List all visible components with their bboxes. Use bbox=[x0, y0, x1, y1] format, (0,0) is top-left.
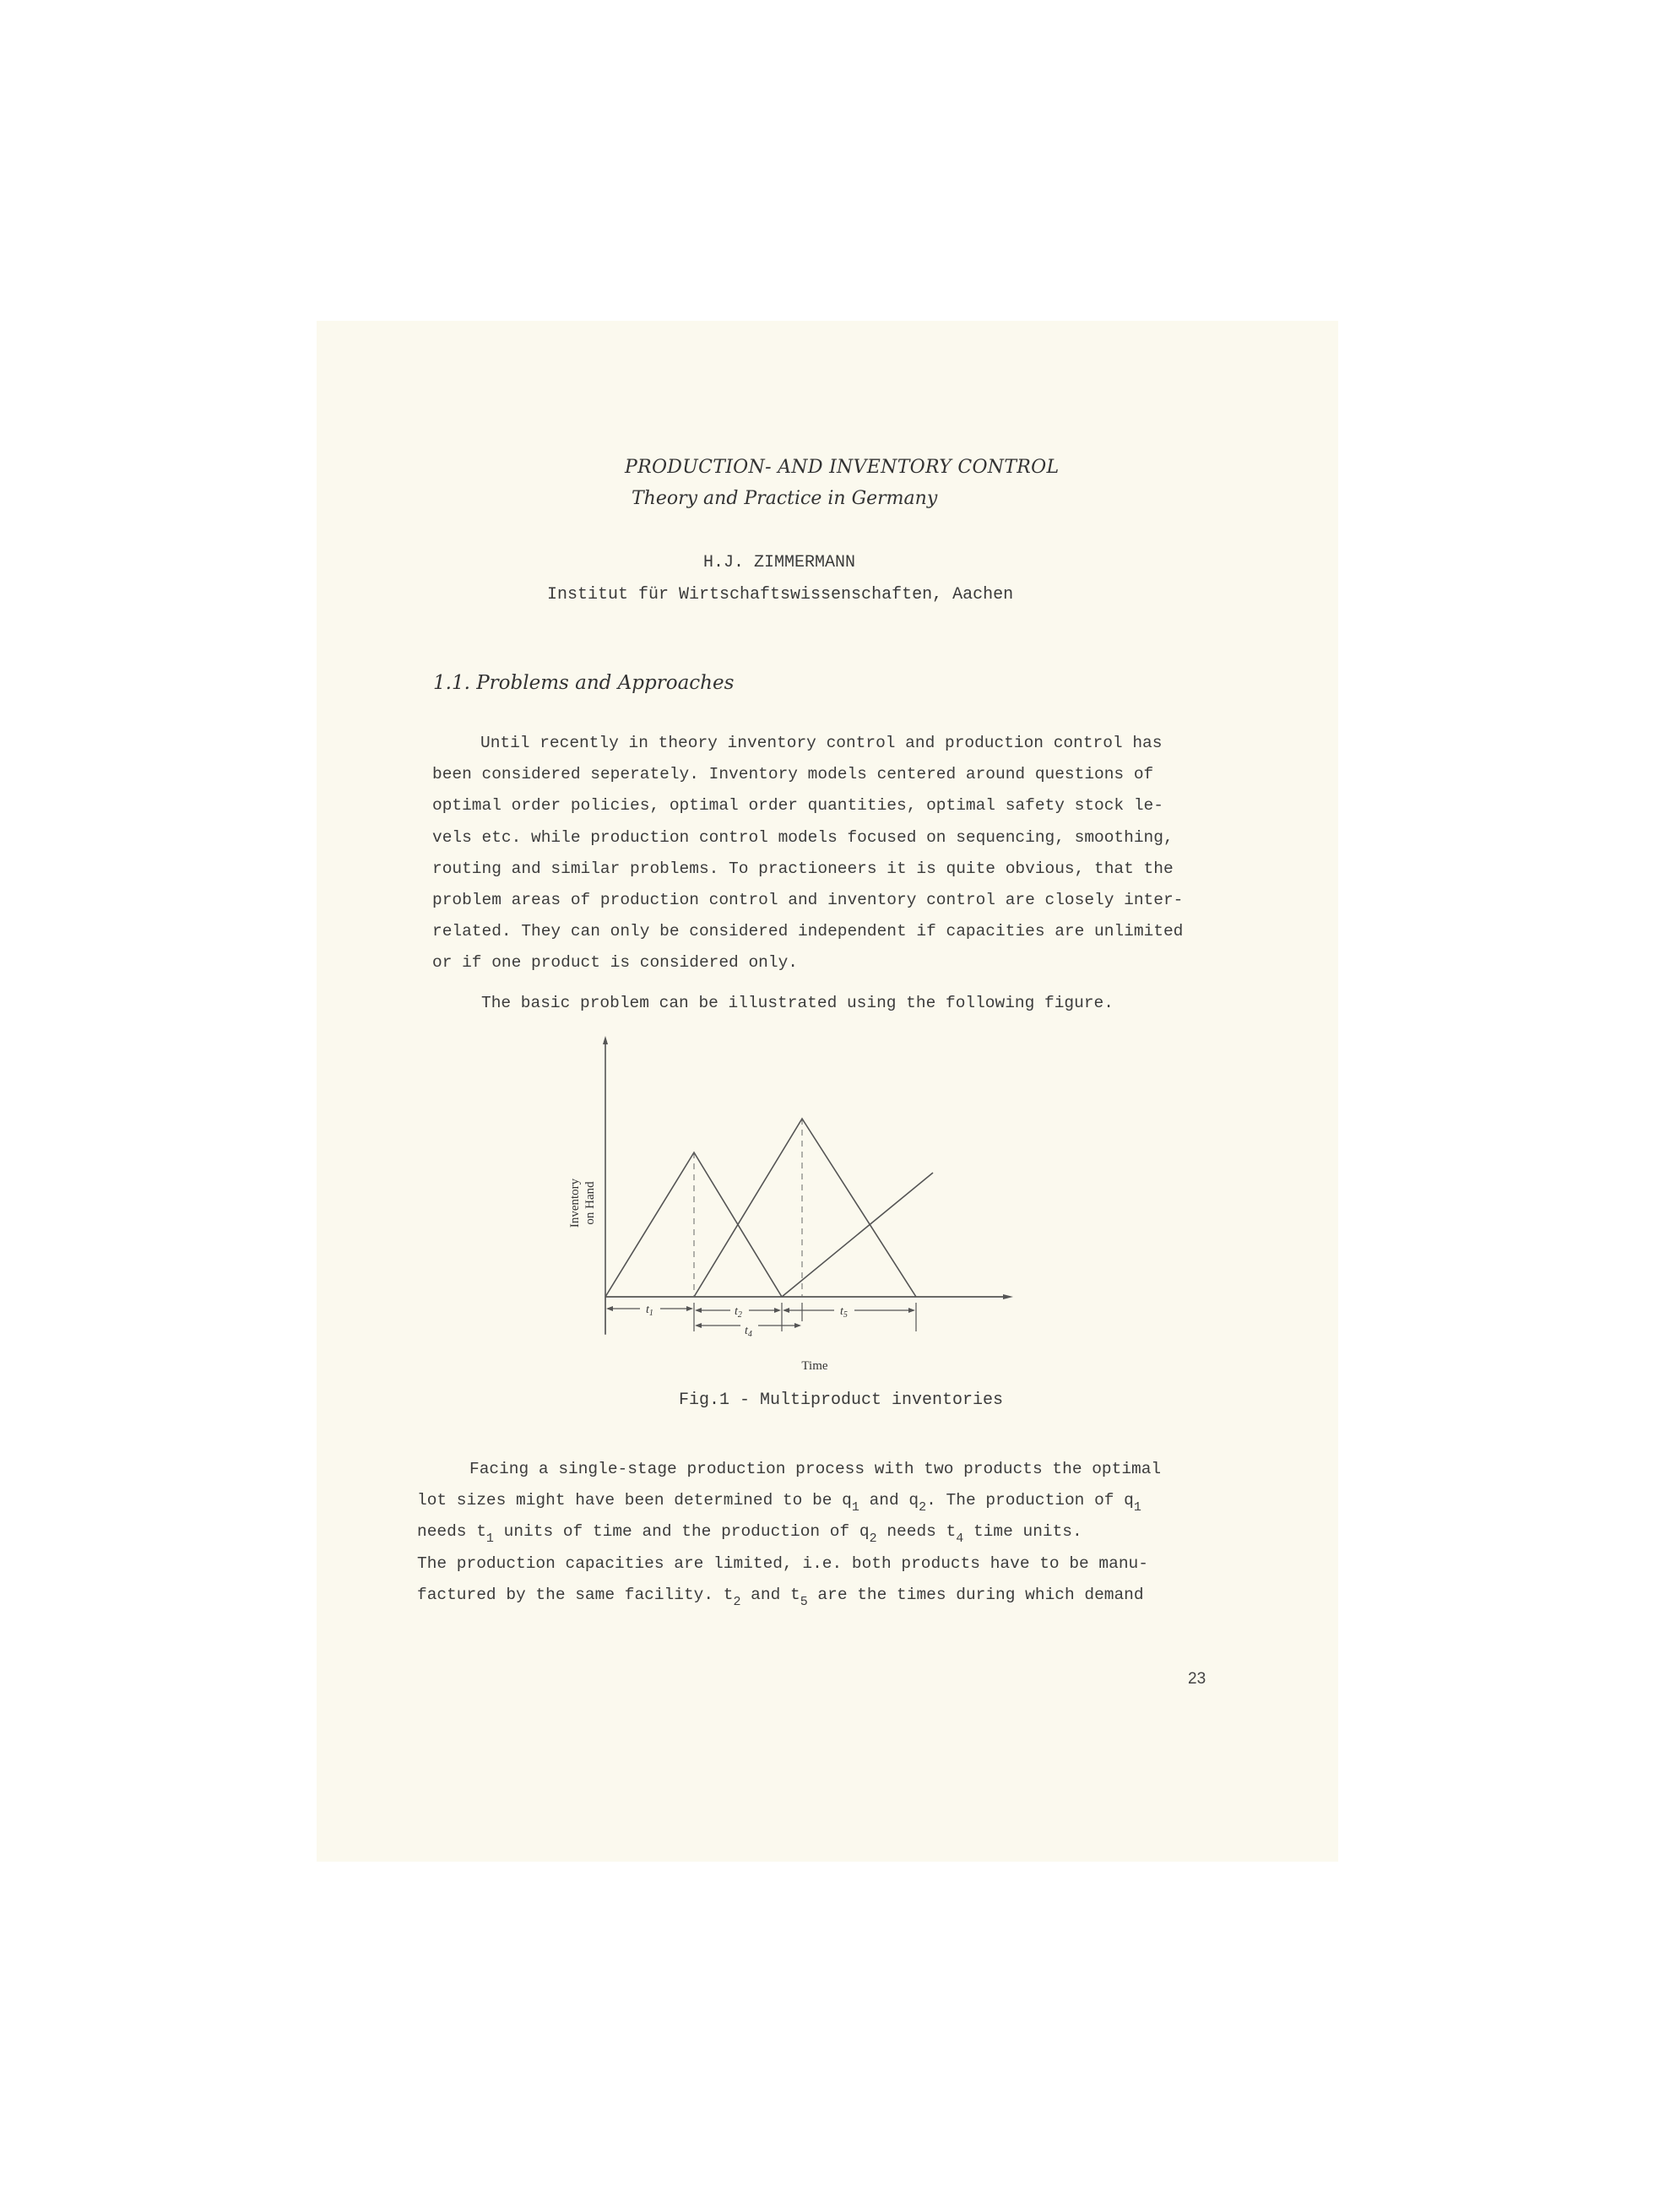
section-heading: 1.1. Problems and Approaches bbox=[433, 672, 735, 694]
text-run: factured by the same facility. t bbox=[417, 1585, 734, 1604]
y-axis-label: Inventory bbox=[568, 1178, 582, 1228]
text-run: lot sizes might have been determined to be q bbox=[417, 1491, 852, 1510]
arrowhead bbox=[695, 1323, 702, 1328]
arrowhead bbox=[794, 1323, 801, 1328]
text-run: and q bbox=[859, 1491, 919, 1510]
subscript: 5 bbox=[800, 1594, 808, 1609]
paragraph-line: routing and similar problems. To practioneers it is quite obvious, that the bbox=[432, 859, 1174, 878]
interval-label-t4: $t_4$ bbox=[745, 1325, 752, 1339]
paragraph-line bbox=[417, 1580, 1161, 1611]
paragraph-line: related. They can only be considered independent if capacities are unlimited bbox=[432, 922, 1184, 941]
paragraph-line bbox=[417, 1485, 1161, 1516]
arrowhead bbox=[774, 1308, 781, 1313]
paragraph-line: problem areas of production control and inventory control are closely inter- bbox=[432, 891, 1184, 910]
text-run: needs t bbox=[417, 1522, 486, 1542]
paragraph-line: been considered seperately. Inventory models centered around questions of bbox=[432, 765, 1154, 784]
arrowhead bbox=[783, 1308, 789, 1313]
paragraph-1 bbox=[432, 728, 1183, 979]
paragraph-line: The basic problem can be illustrated using the following figure. bbox=[481, 994, 1114, 1012]
paragraph-line: The production capacities are limited, i.e. both products have to be manu- bbox=[417, 1553, 1148, 1573]
interval-label-t1: $t_1$ bbox=[646, 1304, 653, 1318]
text-run: and t bbox=[740, 1585, 800, 1604]
y-axis-label: on Hand bbox=[583, 1181, 597, 1225]
subscript: 1 bbox=[1133, 1500, 1141, 1515]
text-run: units of time and the production of q bbox=[493, 1522, 870, 1542]
text-run: time units. bbox=[963, 1522, 1082, 1542]
subscript: 4 bbox=[956, 1532, 964, 1547]
interval-label-t5: $t_5$ bbox=[840, 1305, 848, 1320]
series-line-product1-cycle2 bbox=[782, 1173, 933, 1297]
paragraph-line: or if one product is considered only. bbox=[432, 953, 798, 973]
interval-label-t2: $t_2$ bbox=[735, 1305, 742, 1320]
paragraph-2 bbox=[481, 988, 1114, 1019]
paragraph-line: Until recently in theory inventory control and production control has bbox=[480, 734, 1163, 752]
author-name: H.J. ZIMMERMANN bbox=[703, 553, 856, 572]
subscript: 2 bbox=[869, 1532, 877, 1547]
arrowhead bbox=[686, 1306, 693, 1311]
paragraph-3 bbox=[417, 1454, 1161, 1611]
arrowhead bbox=[695, 1308, 702, 1313]
y-axis-arrow bbox=[603, 1036, 608, 1044]
subscript: 1 bbox=[851, 1500, 859, 1515]
paper-title: PRODUCTION- AND INVENTORY CONTROL bbox=[625, 457, 1060, 478]
author-institution: Institut für Wirtschaftswissenschaften, Aachen bbox=[547, 585, 1014, 605]
arrowhead bbox=[606, 1306, 613, 1311]
text-run: are the times during which demand bbox=[807, 1585, 1144, 1604]
arrowhead bbox=[908, 1308, 915, 1313]
page-number: 23 bbox=[1188, 1670, 1206, 1688]
x-axis-label: Time bbox=[801, 1359, 828, 1373]
x-axis-arrow bbox=[1003, 1294, 1013, 1299]
text-run: needs t bbox=[876, 1522, 957, 1542]
paragraph-line bbox=[417, 1516, 1161, 1548]
subscript: 2 bbox=[919, 1500, 927, 1515]
paragraph-line: optimal order policies, optimal order quantities, optimal safety stock le- bbox=[432, 796, 1163, 816]
paragraph-line: Facing a single-stage production process with two products the optimal bbox=[469, 1460, 1162, 1478]
subscript: 1 bbox=[485, 1532, 494, 1547]
subscript: 2 bbox=[733, 1594, 741, 1609]
multiproduct-inventory-figure bbox=[540, 1034, 1047, 1380]
paragraph-line: vels etc. while production control models focused on sequencing, smoothing, bbox=[432, 827, 1174, 847]
figure-caption: Fig.1 - Multiproduct inventories bbox=[679, 1391, 1004, 1410]
paper-subtitle: Theory and Practice in Germany bbox=[632, 488, 938, 509]
text-run: . The production of q bbox=[926, 1491, 1134, 1510]
